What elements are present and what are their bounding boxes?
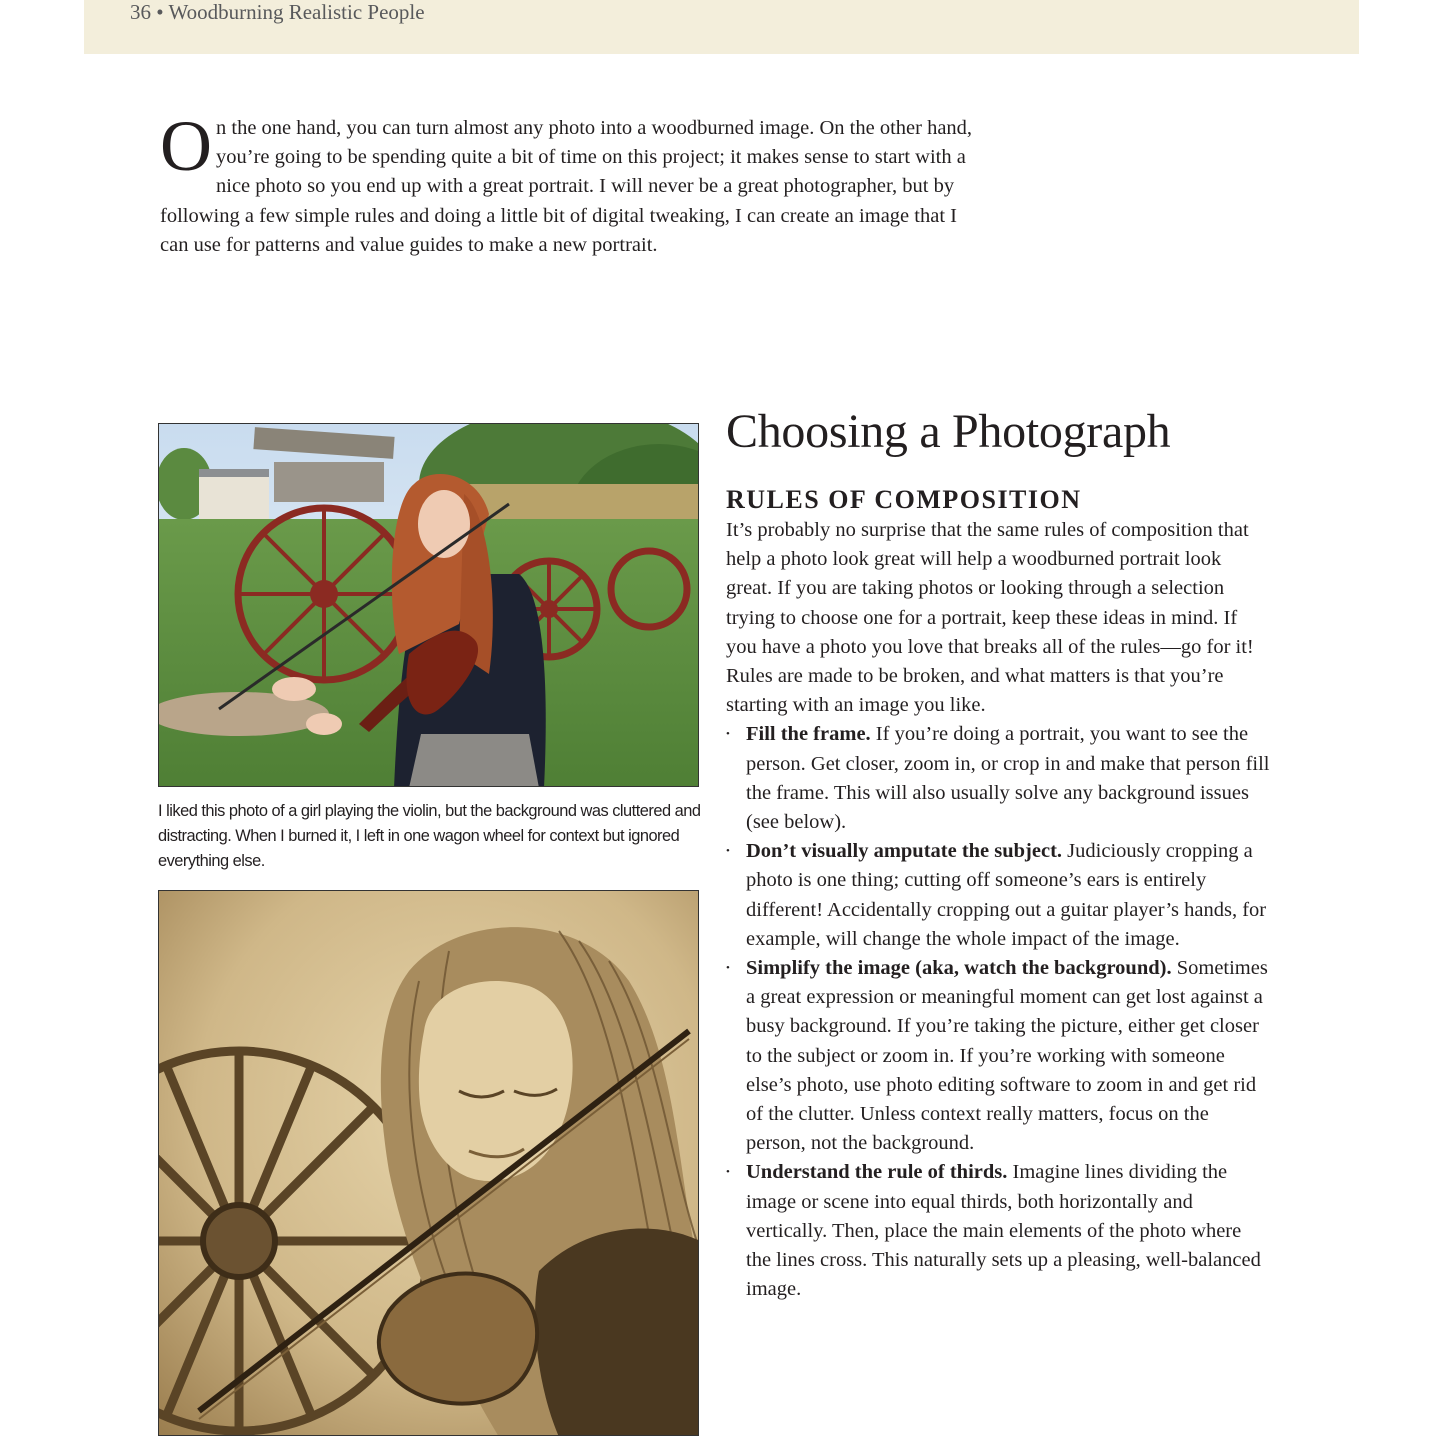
rule-title: Don’t visually amputate the subject. [746, 840, 1063, 863]
main-column [726, 398, 1271, 1304]
list-item [726, 837, 1271, 954]
running-head: 36 • Woodburning Realistic People [130, 0, 425, 24]
rule-text: If you’re doing a portrait, you want to see the person. Get closer, zoom in, or crop in and make that person fill the frame. This will also usually solve any background issues (see below). [746, 723, 1270, 834]
woodburned-portrait [158, 890, 699, 1436]
list-item [726, 720, 1271, 837]
violin-girl-photo [158, 423, 699, 787]
list-item [726, 1158, 1271, 1304]
rule-text: Sometimes a great expression or meaningful moment can get lost against a busy background. If you’re taking the picture, either get closer to the subject or zoom in. If you’re working with someone else’s photo, use photo editing software to zoom in and get rid of the clutter. Unless context really matters, focus on the person, not the background. [746, 957, 1268, 1155]
section-subheading: RULES OF COMPOSITION [726, 485, 1082, 514]
woodburned-portrait-illustration [159, 891, 699, 1436]
body-paragraph: It’s probably no surprise that the same rules of composition that help a photo look great will help a woodburned portrait look great. If you are taking photos or looking through a selection trying to choose one for a portrait, keep these ideas in mind. If you have a photo you love that breaks all of the rules—go for it! Rules are made to be broken, and what matters is that you’re starting with an image you like. [726, 519, 1254, 717]
bullet-icon: • [726, 728, 730, 741]
rule-title: Simplify the image (aka, watch the background). [746, 957, 1172, 980]
intro-paragraph [160, 106, 990, 260]
drop-cap: O [160, 106, 212, 186]
rules-list [726, 720, 1271, 1304]
section-heading: Choosing a Photograph [726, 405, 1171, 458]
intro-text: n the one hand, you can turn almost any photo into a woodburned image. On the other hand, you’re going to be spending quite a bit of time on this project; it makes sense to start with a nice photo so you end up with a great portrait. I will never be a great photographer, but by following a few simple rules and doing a little bit of digital tweaking, I can create an image that I can use for patterns and value guides to make a new portrait. [160, 117, 973, 256]
bullet-icon: • [726, 845, 730, 858]
violin-girl-photo-illustration [159, 424, 699, 787]
rule-title: Fill the frame. [746, 723, 871, 746]
bullet-icon: • [726, 1166, 730, 1179]
photo-caption: I liked this photo of a girl playing the violin, but the background was cluttered and distracting. When I burned it, I left in one wagon wheel for context but ignored everything else. [158, 802, 701, 870]
rule-text: Judiciously cropping a photo is one thing; cutting off someone’s ears is entirely different! Accidentally cropping out a guitar player’s hands, for example, will change the whole impact of the image. [746, 840, 1267, 950]
rule-title: Understand the rule of thirds. [746, 1161, 1008, 1184]
rule-text: Imagine lines dividing the image or scene into equal thirds, both horizontally and vertically. Then, place the main elements of the photo where the lines cross. This naturally sets up a pleasing, well-balanced image. [746, 1161, 1261, 1301]
bullet-icon: • [726, 962, 730, 975]
list-item [726, 954, 1271, 1158]
